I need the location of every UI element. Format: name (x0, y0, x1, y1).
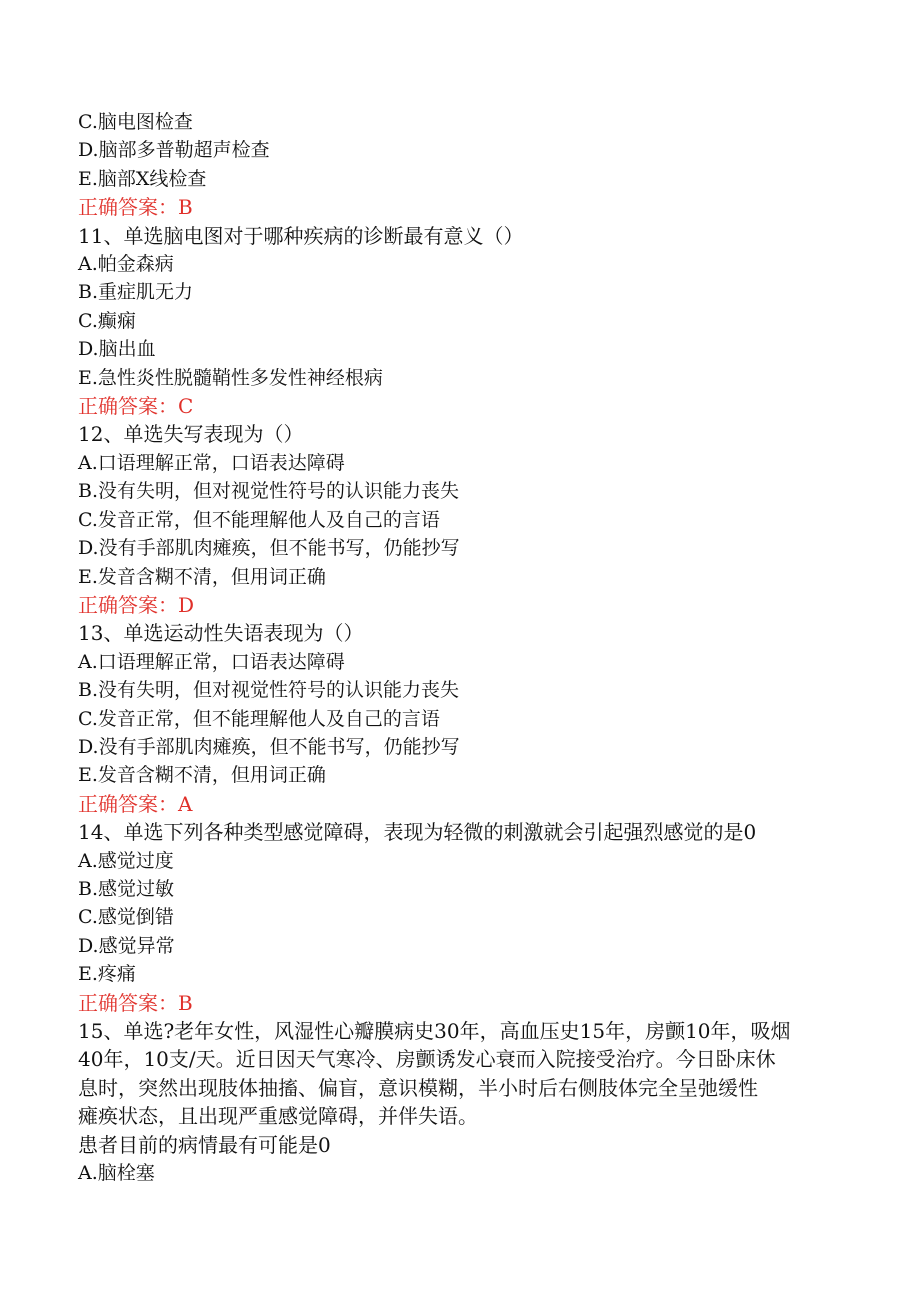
option-line: E.疼痛 (78, 963, 136, 986)
option-line: C.发音正常，但不能理解他人及自己的言语 (78, 707, 440, 730)
answer-line: 正确答案：A (78, 791, 193, 816)
option-line: C.发音正常，但不能理解他人及自己的言语 (78, 508, 440, 531)
question-line: 13、单选运动性失语表现为（） (78, 621, 364, 646)
answer-line: 正确答案：C (78, 394, 194, 419)
option-line: C.脑电图检查 (78, 111, 193, 133)
option-line: A.感觉过度 (78, 849, 174, 872)
option-line: A.口语理解正常，口语表达障碍 (78, 451, 345, 474)
option-line: B.感觉过敏 (78, 877, 175, 900)
question-line: 息时，突然出现肢体抽搐、偏盲，意识模糊，半小时后右侧肢体完全呈弛缓性 (78, 1075, 758, 1100)
option-line: E.急性炎性脱髓鞘性多发性神经根病 (78, 366, 383, 389)
option-line: C.感觉倒错 (78, 906, 174, 929)
option-line: E.脑部X线检查 (78, 167, 207, 190)
option-line: D.脑出血 (78, 338, 156, 361)
question-line: 14、单选下列各种类型感觉障碍，表现为轻微的刺激就会引起强烈感觉的是0 (78, 820, 757, 845)
question-line: 瘫痪状态，且出现严重感觉障碍，并伴失语。 (78, 1104, 478, 1129)
option-line: D.感觉异常 (78, 934, 175, 957)
option-line: D.脑部多普勒超声检查 (78, 139, 270, 162)
question-line: 12、单选失写表现为（） (78, 422, 304, 447)
option-line: C.癫痫 (78, 309, 136, 332)
answer-line: 正确答案：B (78, 195, 193, 220)
option-line: A.脑栓塞 (78, 1162, 155, 1185)
option-line: A.帕金森病 (78, 253, 174, 276)
option-line: D.没有手部肌肉瘫痪，但不能书写，仍能抄写 (78, 537, 460, 560)
option-line: B.没有失明，但对视觉性符号的认识能力丧失 (78, 679, 460, 702)
option-line: B.重症肌无力 (78, 281, 194, 304)
answer-line: 正确答案：B (78, 990, 193, 1015)
option-line: B.没有失明，但对视觉性符号的认识能力丧失 (78, 480, 460, 503)
option-line: D.没有手部肌肉瘫痪，但不能书写，仍能抄写 (78, 735, 460, 758)
question-line: 15、单选?老年女性，风湿性心瓣膜病史30年，高血压史15年，房颤10年，吸烟 (78, 1019, 791, 1043)
document-body (78, 108, 848, 1187)
option-line: A.口语理解正常，口语表达障碍 (78, 650, 345, 673)
answer-line: 正确答案：D (78, 592, 195, 617)
question-line: 40年，10支/天。近日因天气寒冷、房颤诱发心衰而入院接受治疗。今日卧床休 (78, 1047, 776, 1072)
option-line: E.发音含糊不清，但用词正确 (78, 764, 326, 787)
question-line: 11、单选脑电图对于哪种疾病的诊断最有意义（） (78, 223, 524, 248)
question-line: 患者目前的病情最有可能是0 (78, 1132, 331, 1157)
option-line: E.发音含糊不清，但用词正确 (78, 565, 326, 588)
